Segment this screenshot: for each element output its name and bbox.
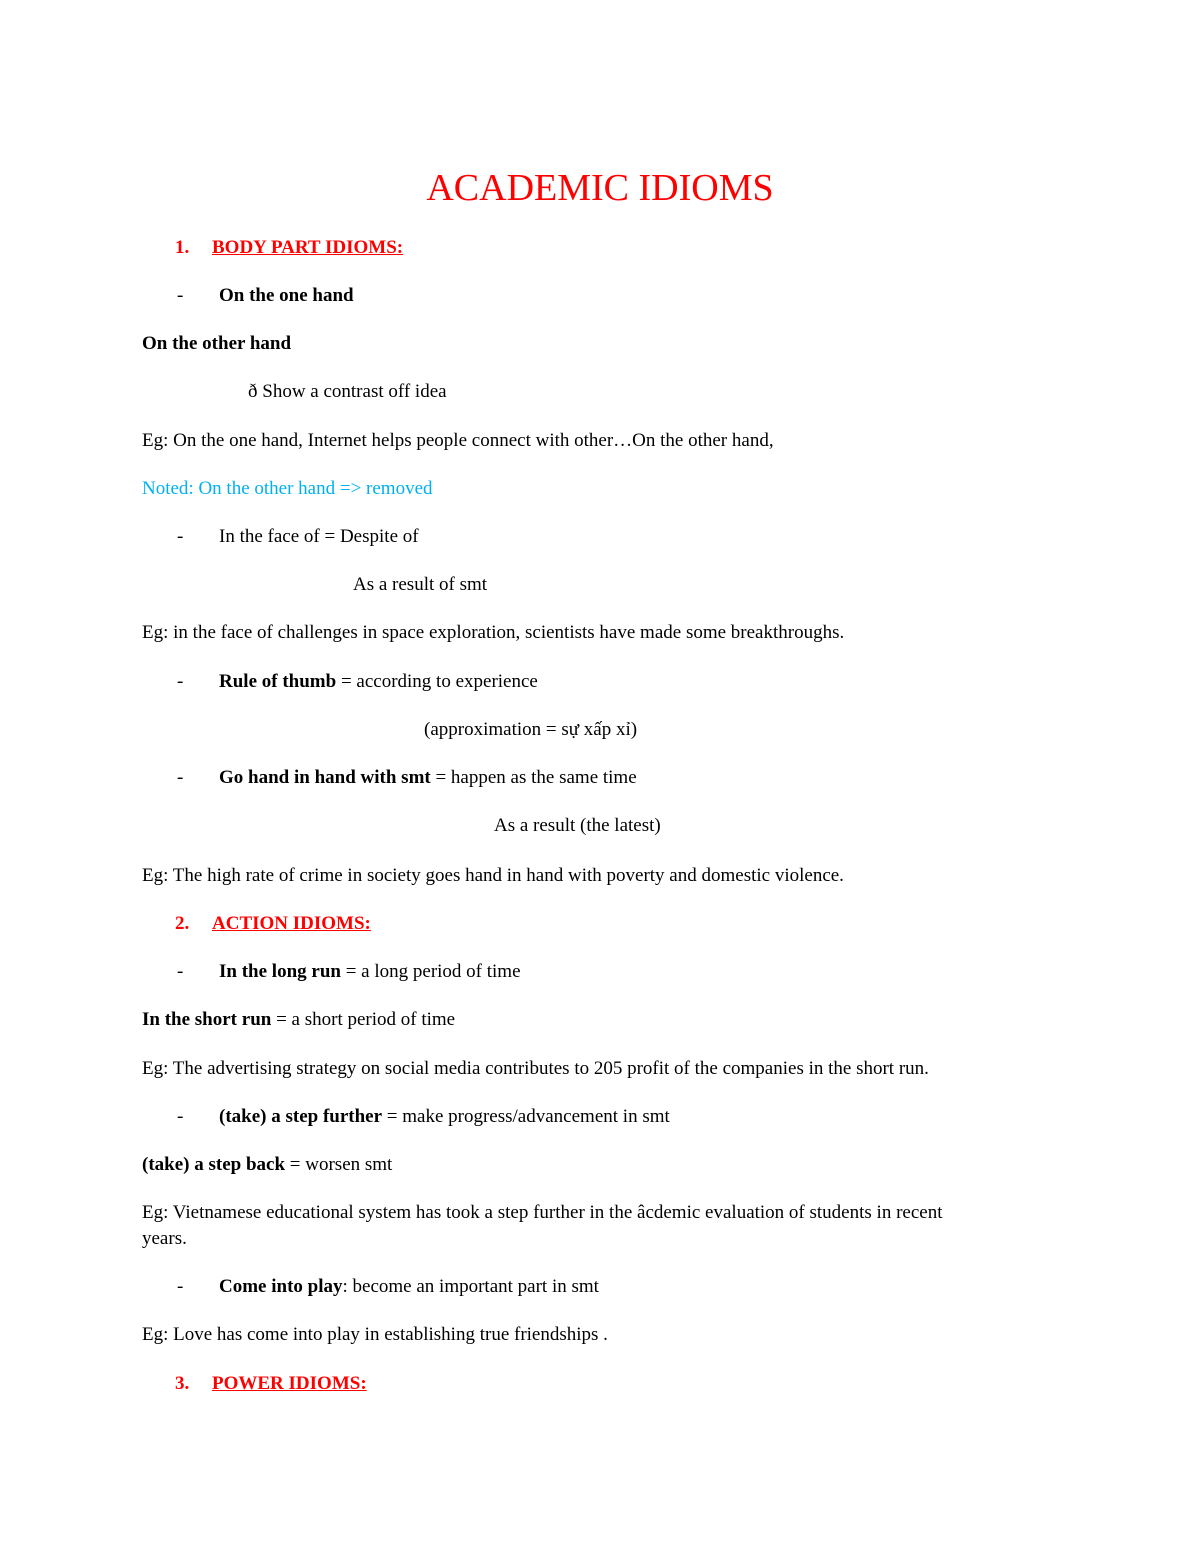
bullet-dash: - <box>177 671 184 692</box>
idiom-term: In the short run <box>142 1009 272 1030</box>
idiom-term: In the long run <box>219 961 341 982</box>
section-title: BODY PART IDIOMS: <box>212 237 404 258</box>
idiom-entry <box>219 960 521 984</box>
idiom-term: Come into play <box>219 1276 343 1297</box>
example-line: Eg: Love has come into play in establishing true friendships . <box>142 1324 608 1345</box>
idiom-definition: : become an important part in smt <box>342 1276 599 1297</box>
example-line: Eg: Vietnamese educational system has took a step further in the âcdemic evaluation of students in recent <box>142 1202 943 1223</box>
idiom-text: As a result of smt <box>353 574 488 595</box>
idiom-term: (take) a step back <box>142 1154 286 1175</box>
explanation-line: ð Show a contrast off idea <box>248 381 447 402</box>
idiom-entry <box>219 670 538 694</box>
bullet-dash: - <box>177 526 184 547</box>
idiom-term: On the one hand <box>219 285 354 306</box>
idiom-definition: = worsen smt <box>285 1154 393 1175</box>
example-line-continued: years. <box>142 1228 187 1249</box>
idiom-entry <box>219 1105 670 1129</box>
idiom-term: On the other hand <box>142 333 292 354</box>
idiom-term: Rule of thumb <box>219 671 337 692</box>
section-number: 1. <box>175 237 190 258</box>
idiom-definition: = according to experience <box>336 671 538 692</box>
section-title: POWER IDIOMS: <box>212 1373 367 1394</box>
idiom-definition: = make progress/advancement in smt <box>382 1106 670 1127</box>
bullet-dash: - <box>177 1106 184 1127</box>
idiom-definition: = happen as the same time <box>430 767 637 788</box>
example-line: Eg: The high rate of crime in society goes hand in hand with poverty and domestic violence. <box>142 865 844 886</box>
idiom-definition: = a short period of time <box>271 1009 456 1030</box>
idiom-text: In the face of = Despite of <box>219 526 419 547</box>
bullet-dash: - <box>177 767 184 788</box>
idiom-definition: = a long period of time <box>340 961 521 982</box>
note-line: Noted: On the other hand => removed <box>142 478 433 499</box>
idiom-term: Go hand in hand with smt <box>219 767 431 788</box>
bullet-dash: - <box>177 285 184 306</box>
idiom-entry <box>219 1275 599 1299</box>
idiom-entry <box>142 1008 455 1032</box>
example-line: Eg: in the face of challenges in space exploration, scientists have made some breakthroughs. <box>142 622 845 643</box>
section-number: 3. <box>175 1373 190 1394</box>
section-number: 2. <box>175 913 190 934</box>
section-title: ACTION IDIOMS: <box>212 913 371 934</box>
bullet-dash: - <box>177 1276 184 1297</box>
idiom-term: (take) a step further <box>219 1106 383 1127</box>
example-line: Eg: The advertising strategy on social media contributes to 205 profit of the companies in the short run. <box>142 1058 929 1079</box>
document-title: ACADEMIC IDIOMS <box>426 167 774 209</box>
example-line: Eg: On the one hand, Internet helps people connect with other…On the other hand, <box>142 430 774 451</box>
idiom-entry <box>142 1153 392 1177</box>
idiom-entry <box>219 766 637 790</box>
idiom-text: As a result (the latest) <box>494 815 661 836</box>
bullet-dash: - <box>177 961 184 982</box>
idiom-text: (approximation = sự xấp xỉ) <box>424 719 638 740</box>
